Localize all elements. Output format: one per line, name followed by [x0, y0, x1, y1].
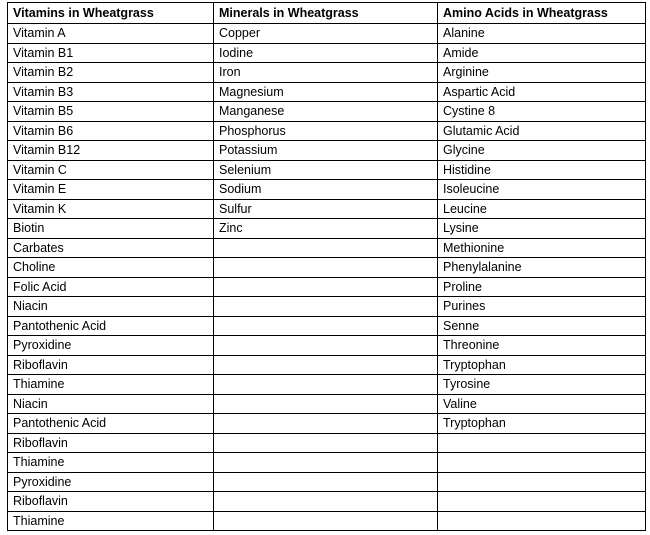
table-row: [8, 102, 646, 122]
mineral-cell: Magnesium: [214, 82, 438, 102]
amino-acid-cell: Amide: [438, 43, 646, 63]
table-row: [8, 414, 646, 434]
header-minerals: Minerals in Wheatgrass: [214, 3, 438, 24]
amino-acid-cell: Histidine: [438, 160, 646, 180]
mineral-cell: [214, 238, 438, 258]
table-row: [8, 63, 646, 83]
table-row: [8, 277, 646, 297]
nutrient-table: [7, 2, 646, 531]
table-row: [8, 375, 646, 395]
mineral-cell: [214, 375, 438, 395]
amino-acid-cell: [438, 433, 646, 453]
vitamin-cell: Choline: [8, 258, 214, 278]
mineral-cell: Potassium: [214, 141, 438, 161]
mineral-cell: Selenium: [214, 160, 438, 180]
table-row: [8, 258, 646, 278]
amino-acid-cell: Glutamic Acid: [438, 121, 646, 141]
mineral-cell: [214, 394, 438, 414]
vitamin-cell: Vitamin C: [8, 160, 214, 180]
vitamin-cell: Niacin: [8, 394, 214, 414]
vitamin-cell: Thiamine: [8, 453, 214, 473]
table-row: [8, 297, 646, 317]
table-row: [8, 24, 646, 44]
vitamin-cell: Biotin: [8, 219, 214, 239]
mineral-cell: Sulfur: [214, 199, 438, 219]
vitamin-cell: Vitamin B6: [8, 121, 214, 141]
mineral-cell: [214, 316, 438, 336]
table-row: [8, 141, 646, 161]
vitamin-cell: Pantothenic Acid: [8, 414, 214, 434]
mineral-cell: Manganese: [214, 102, 438, 122]
mineral-cell: [214, 414, 438, 434]
amino-acid-cell: [438, 472, 646, 492]
amino-acid-cell: Glycine: [438, 141, 646, 161]
table-row: [8, 511, 646, 531]
amino-acid-cell: Proline: [438, 277, 646, 297]
vitamin-cell: Carbates: [8, 238, 214, 258]
mineral-cell: [214, 492, 438, 512]
table-row: [8, 82, 646, 102]
amino-acid-cell: Leucine: [438, 199, 646, 219]
vitamin-cell: Vitamin B5: [8, 102, 214, 122]
vitamin-cell: Thiamine: [8, 511, 214, 531]
vitamin-cell: Pyroxidine: [8, 472, 214, 492]
table-row: [8, 336, 646, 356]
mineral-cell: Phosphorus: [214, 121, 438, 141]
table-row: [8, 394, 646, 414]
table-row: [8, 433, 646, 453]
vitamin-cell: Thiamine: [8, 375, 214, 395]
amino-acid-cell: Phenylalanine: [438, 258, 646, 278]
mineral-cell: Sodium: [214, 180, 438, 200]
vitamin-cell: Pantothenic Acid: [8, 316, 214, 336]
table-row: [8, 199, 646, 219]
header-vitamins: Vitamins in Wheatgrass: [8, 3, 214, 24]
table-row: [8, 238, 646, 258]
mineral-cell: [214, 472, 438, 492]
mineral-cell: Copper: [214, 24, 438, 44]
amino-acid-cell: Threonine: [438, 336, 646, 356]
table-row: [8, 180, 646, 200]
vitamin-cell: Riboflavin: [8, 355, 214, 375]
header-amino-acids: Amino Acids in Wheatgrass: [438, 3, 646, 24]
amino-acid-cell: Tryptophan: [438, 414, 646, 434]
vitamin-cell: Vitamin K: [8, 199, 214, 219]
mineral-cell: Zinc: [214, 219, 438, 239]
vitamin-cell: Riboflavin: [8, 492, 214, 512]
mineral-cell: [214, 355, 438, 375]
amino-acid-cell: Lysine: [438, 219, 646, 239]
amino-acid-cell: Arginine: [438, 63, 646, 83]
mineral-cell: [214, 258, 438, 278]
mineral-cell: [214, 511, 438, 531]
vitamin-cell: Vitamin B3: [8, 82, 214, 102]
table-row: [8, 453, 646, 473]
amino-acid-cell: Purines: [438, 297, 646, 317]
vitamin-cell: Niacin: [8, 297, 214, 317]
amino-acid-cell: Senne: [438, 316, 646, 336]
vitamin-cell: Vitamin A: [8, 24, 214, 44]
vitamin-cell: Vitamin B1: [8, 43, 214, 63]
table-row: [8, 121, 646, 141]
mineral-cell: [214, 297, 438, 317]
table-row: [8, 219, 646, 239]
header-row: [8, 3, 646, 24]
amino-acid-cell: Valine: [438, 394, 646, 414]
amino-acid-cell: Methionine: [438, 238, 646, 258]
table-row: [8, 472, 646, 492]
table-row: [8, 160, 646, 180]
mineral-cell: [214, 453, 438, 473]
mineral-cell: Iron: [214, 63, 438, 83]
table-row: [8, 492, 646, 512]
mineral-cell: [214, 433, 438, 453]
table-row: [8, 316, 646, 336]
vitamin-cell: Folic Acid: [8, 277, 214, 297]
amino-acid-cell: Tryptophan: [438, 355, 646, 375]
amino-acid-cell: [438, 492, 646, 512]
mineral-cell: Iodine: [214, 43, 438, 63]
table-row: [8, 355, 646, 375]
vitamin-cell: Pyroxidine: [8, 336, 214, 356]
table-body: [8, 24, 646, 531]
amino-acid-cell: Alanine: [438, 24, 646, 44]
vitamin-cell: Vitamin B12: [8, 141, 214, 161]
amino-acid-cell: [438, 453, 646, 473]
amino-acid-cell: [438, 511, 646, 531]
amino-acid-cell: Isoleucine: [438, 180, 646, 200]
amino-acid-cell: Aspartic Acid: [438, 82, 646, 102]
vitamin-cell: Vitamin E: [8, 180, 214, 200]
table-row: [8, 43, 646, 63]
table-header: [8, 3, 646, 24]
amino-acid-cell: Tyrosine: [438, 375, 646, 395]
mineral-cell: [214, 277, 438, 297]
amino-acid-cell: Cystine 8: [438, 102, 646, 122]
mineral-cell: [214, 336, 438, 356]
vitamin-cell: Vitamin B2: [8, 63, 214, 83]
vitamin-cell: Riboflavin: [8, 433, 214, 453]
